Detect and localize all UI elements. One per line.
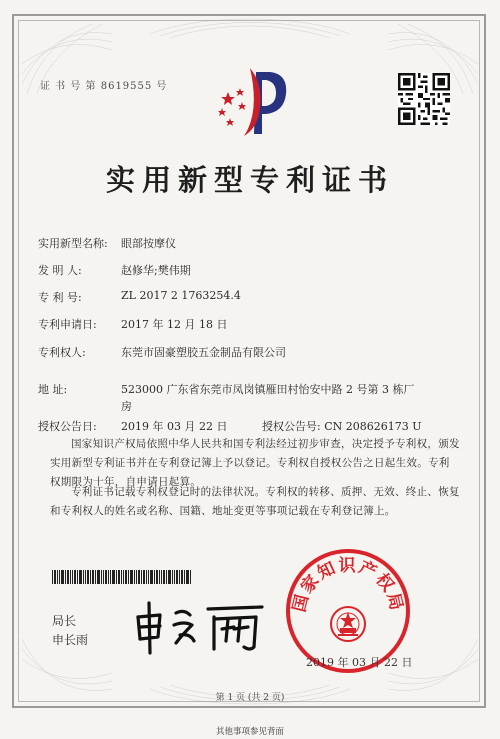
filing-date-label: 专利申请日:	[38, 318, 97, 331]
filing-date-value: 2017 年 12 月 18 日	[121, 318, 228, 331]
inventor-label: 发 明 人:	[38, 264, 82, 277]
footer-note: 其他事项参见背面	[215, 727, 284, 737]
patent-number-value: ZL 2017 2 1763254.4	[121, 289, 241, 302]
patent-number-row	[38, 289, 241, 305]
national-emblem-icon	[331, 607, 365, 641]
inventor-value: 赵修华;樊伟期	[121, 264, 191, 277]
cnipa-logo-icon	[214, 58, 294, 138]
grant-publication-number-label: 授权公告号:	[262, 420, 321, 433]
address-label: 地 址:	[38, 383, 68, 396]
patentee-value: 东莞市固豪塑胶五金制品有限公司	[121, 346, 286, 359]
seal-text: 国家知识产权局	[289, 556, 407, 615]
top-ornament-icon	[150, 14, 350, 38]
certificate-title: 实用新型专利证书	[105, 163, 394, 197]
director-block	[52, 612, 88, 650]
patentee-row	[38, 344, 286, 360]
grant-date-label: 授权公告日:	[38, 420, 97, 433]
utility-model-name-row	[38, 235, 176, 251]
director-signature-icon	[130, 595, 270, 655]
grant-date-value: 2019 年 03 月 22 日	[121, 420, 228, 433]
address-value: 523000 广东省东莞市凤岗镇雁田村怡安中路 2 号第 3 栋厂房	[121, 383, 415, 413]
filing-date-row	[38, 316, 228, 332]
utility-model-name-label: 实用新型名称:	[38, 237, 108, 250]
inventor-row	[38, 262, 191, 278]
director-title: 局长	[52, 614, 77, 628]
qr-code-icon	[398, 73, 450, 125]
certificate-number: 证 书 号 第 8619555 号	[40, 81, 168, 92]
legal-paragraph-1: 国家知识产权局依照中华人民共和国专利法经过初步审查，决定授予专利权，颁发实用新型专利证书并在专利登记簿上予以登记。专利权自授权公告之日起生效。专利权期限为十年，自申请日起算。	[50, 438, 460, 488]
seal-date: 2019 年 03 月 22 日	[306, 656, 413, 669]
grant-date-row	[38, 418, 228, 434]
page-number: 第 1 页 (共 2 页)	[215, 693, 285, 703]
legal-paragraph-2: 专利证书记载专利权登记时的法律状况。专利权的转移、质押、无效、终止、恢复和专利权人的姓名或名称、国籍、地址变更等事项记载在专利登记簿上。	[50, 486, 460, 517]
utility-model-name-value: 眼部按摩仪	[121, 237, 176, 250]
grant-publication-number	[262, 418, 422, 434]
address-row	[38, 381, 415, 413]
patentee-label: 专利权人:	[38, 346, 86, 359]
patent-number-label: 专 利 号:	[38, 291, 82, 304]
barcode-icon	[52, 570, 192, 584]
director-name: 申长雨	[52, 633, 89, 647]
grant-publication-number-value: CN 208626173 U	[324, 420, 422, 433]
